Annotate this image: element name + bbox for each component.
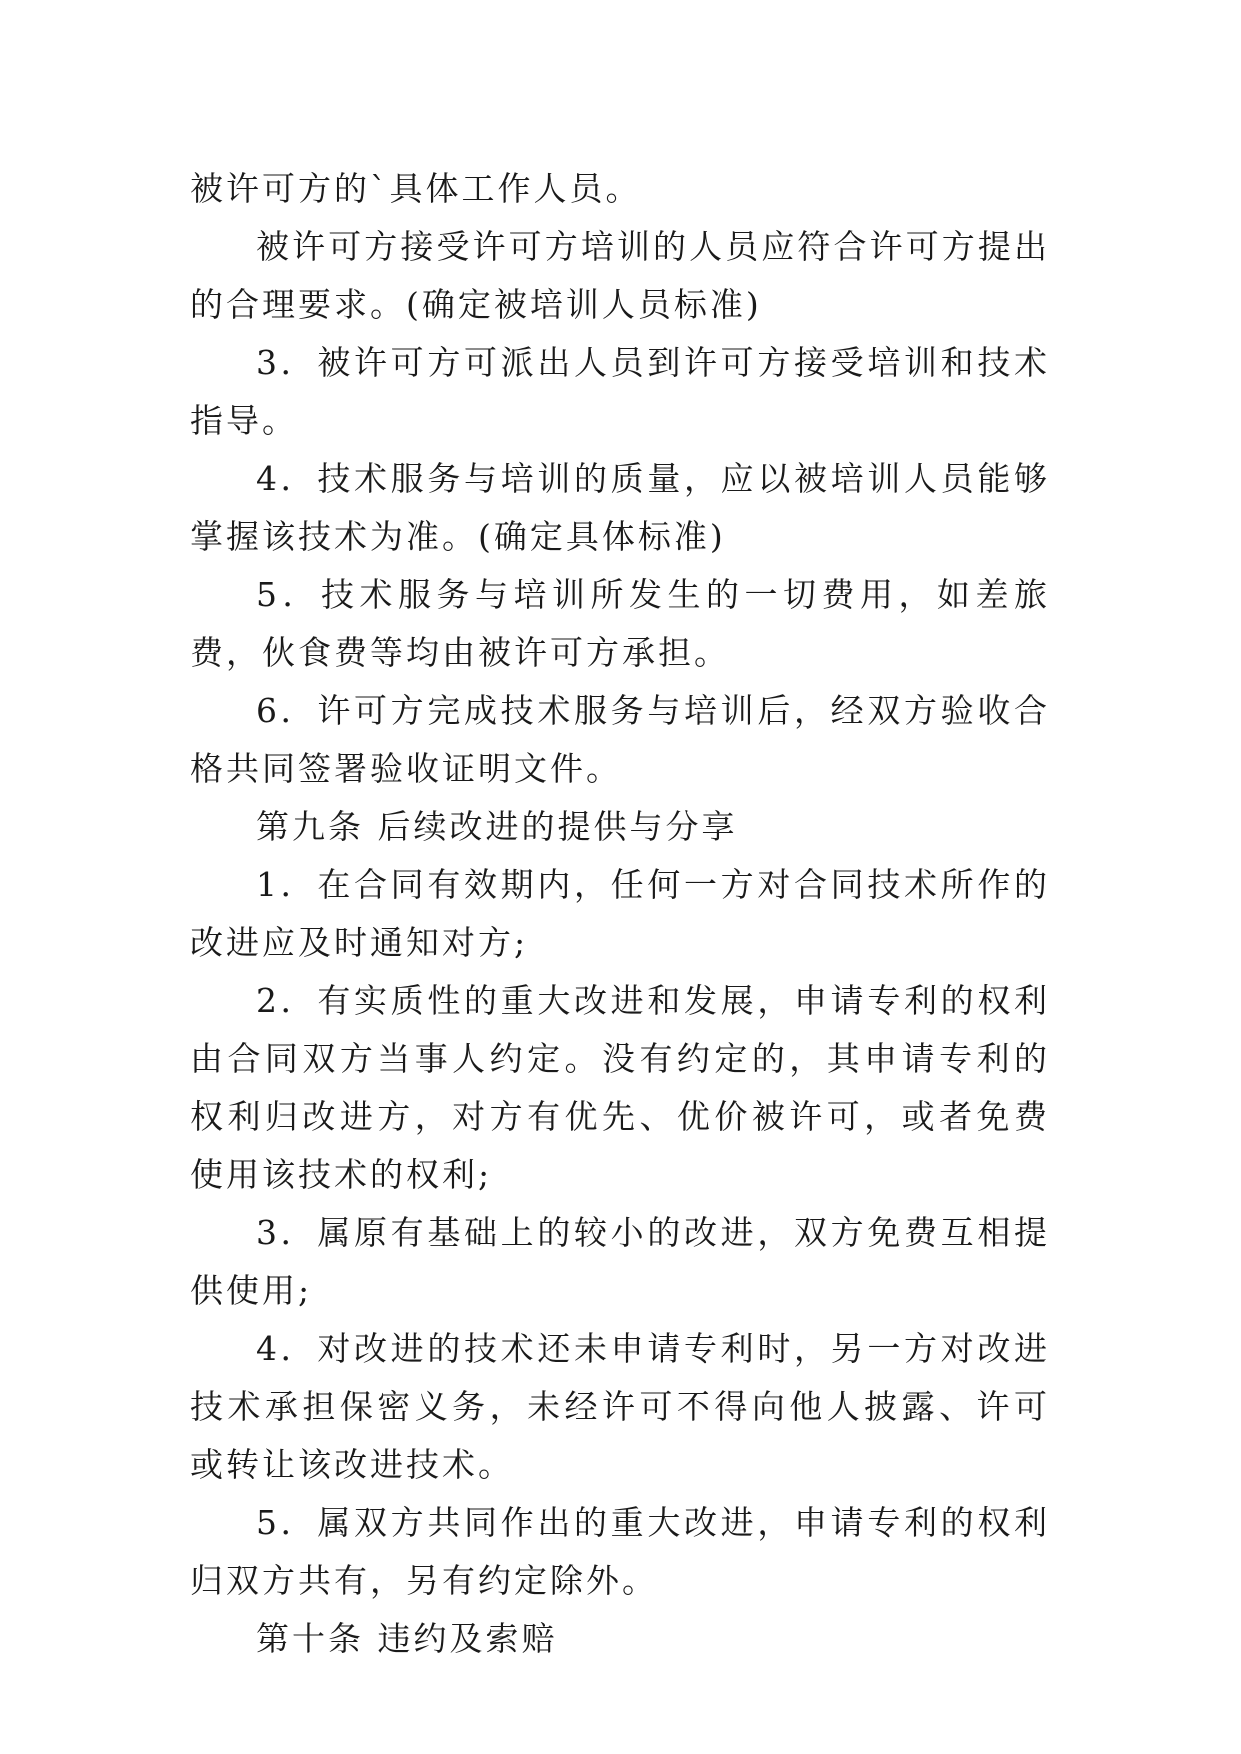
paragraph: 4．技术服务与培训的质量，应以被培训人员能够掌握该技术为准。(确定具体标准) — [190, 459, 1050, 556]
paragraph: 被许可方的`具体工作人员。 — [190, 169, 642, 208]
paragraph: 1．在合同有效期内，任何一方对合同技术所作的改进应及时通知对方; — [190, 865, 1050, 962]
section-heading: 第九条 后续改进的提供与分享 — [256, 807, 738, 846]
paragraph: 被许可方接受许可方培训的人员应符合许可方提出的合理要求。(确定被培训人员标准) — [190, 227, 1050, 324]
paragraph: 4．对改进的技术还未申请专利时，另一方对改进技术承担保密义务，未经许可不得向他人披露、许可或转让该改进技术。 — [190, 1329, 1050, 1484]
paragraph: 3．被许可方可派出人员到许可方接受培训和技术指导。 — [190, 343, 1050, 440]
document-body — [190, 160, 1050, 1668]
paragraph: 5．属双方共同作出的重大改进，申请专利的权利归双方共有，另有约定除外。 — [190, 1503, 1050, 1600]
paragraph: 2．有实质性的重大改进和发展，申请专利的权利由合同双方当事人约定。没有约定的，其申请专利的权利归改进方，对方有优先、优价被许可，或者免费使用该技术的权利; — [190, 981, 1050, 1194]
paragraph: 6．许可方完成技术服务与培训后，经双方验收合格共同签署验收证明文件。 — [190, 691, 1050, 788]
paragraph: 5．技术服务与培训所发生的一切费用，如差旅费，伙食费等均由被许可方承担。 — [190, 575, 1050, 672]
section-heading: 第十条 违约及索赔 — [256, 1619, 558, 1658]
paragraph: 3．属原有基础上的较小的改进，双方免费互相提供使用; — [190, 1213, 1050, 1310]
